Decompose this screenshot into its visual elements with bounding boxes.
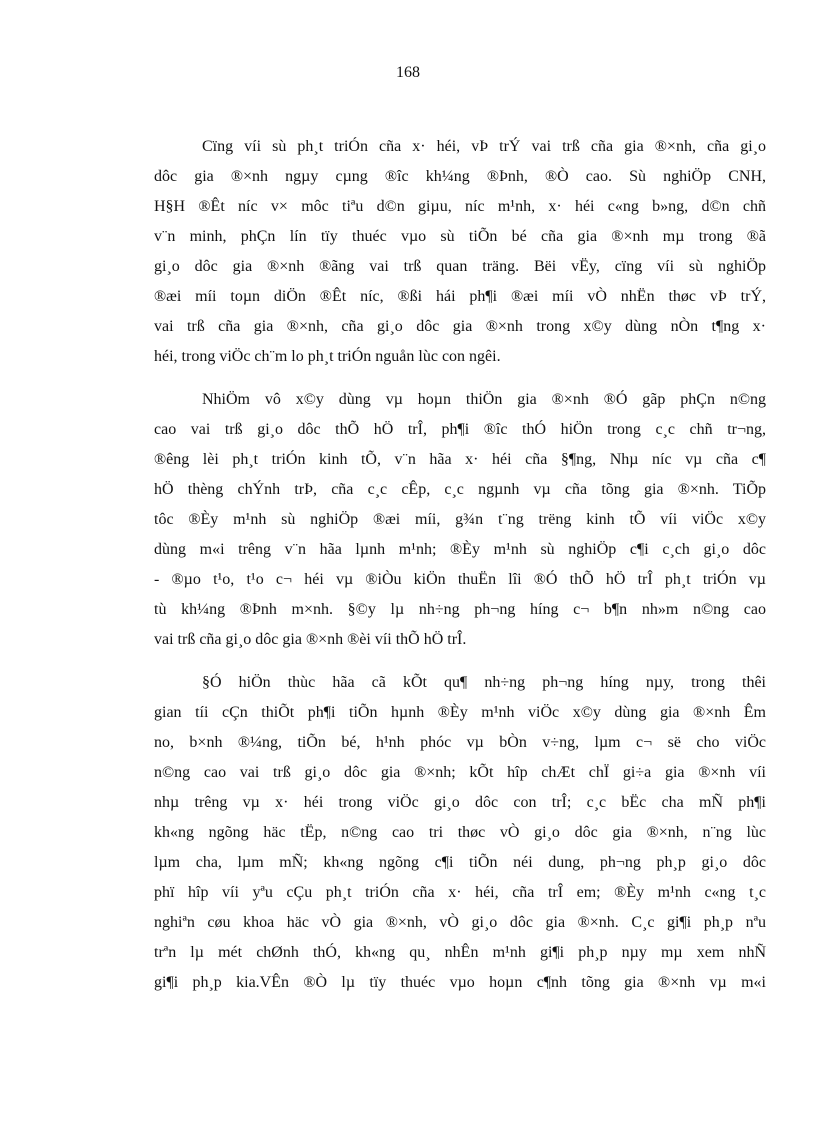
- text-line: phï hîp víi yªu cÇu ph¸t triÓn cña x· héi, cña trÎ em; ®Èy m¹nh c«ng t¸c: [154, 884, 766, 901]
- text-line: vai trß cña gia ®×nh, cña gi¸o dôc gia ®×nh trong x©y dùng nÒn t¶ng x·: [154, 318, 766, 335]
- text-line: gi¶i ph¸p kia.VÊn ®Ò lµ tïy thuéc vµo hoµn c¶nh tõng gia ®×nh vµ m«i: [154, 974, 766, 991]
- text-line: dùng m«i trêng v¨n hãa lµnh m¹nh; ®Èy m¹nh sù nghiÖp c¶i c¸ch gi¸o dôc: [154, 541, 766, 558]
- text-line: vai trß cña gi¸o dôc gia ®×nh ®èi víi thÕ hÖ trÎ.: [154, 631, 467, 648]
- text-line: v¨n minh, phÇn lín tïy thuéc vµo sù tiÕn bé cña gia ®×nh mµ trong ®ã: [154, 228, 766, 245]
- text-line: héi, trong viÖc ch¨m lo ph¸t triÓn nguån lùc con ngêi.: [154, 348, 501, 365]
- text-line: dôc gia ®×nh ngµy cµng ®îc kh¼ng ®Þnh, ®Ò cao. Sù nghiÖp CNH,: [154, 168, 766, 185]
- text-line: - ®µo t¹o, t¹o c¬ héi vµ ®iÒu kiÖn thuËn lîi ®Ó thÕ hÖ trÎ ph¸t triÓn vµ: [154, 571, 766, 588]
- text-line: n©ng cao vai trß gi¸o dôc gia ®×nh; kÕt hîp chÆt chÏ gi÷a gia ®×nh víi: [154, 764, 766, 781]
- text-line: H§H ®Êt níc v× môc tiªu d©n giµu, níc m¹nh, x· héi c«ng b»ng, d©n chñ: [154, 198, 766, 215]
- text-line: trªn lµ mét chØnh thÓ, kh«ng qu¸ nhÊn m¹nh gi¶i ph¸p nµy mµ xem nhÑ: [154, 944, 766, 961]
- text-line: hÖ thèng chÝnh trÞ, cña c¸c cÊp, c¸c ngµnh vµ cña tõng gia ®×nh. TiÕp: [154, 481, 766, 498]
- text-line: kh«ng ngõng häc tËp, n©ng cao tri thøc vÒ gi¸o dôc gia ®×nh, n¨ng lùc: [154, 824, 766, 841]
- text-line: no, b×nh ®¼ng, tiÕn bé, h¹nh phóc vµ bÒn v÷ng, lµm c¬ së cho viÖc: [154, 734, 766, 751]
- text-line: ®æi míi toµn diÖn ®Êt níc, ®ßi hái ph¶i ®æi míi vÒ nhËn thøc vÞ trÝ,: [154, 288, 766, 305]
- page-number: 168: [396, 64, 420, 81]
- text-line: Cïng víi sù ph¸t triÓn cña x· héi, vÞ trÝ vai trß cña gia ®×nh, cña gi¸o: [202, 138, 766, 155]
- text-line: ®êng lèi ph¸t triÓn kinh tÕ, v¨n hãa x· héi cña §¶ng, Nhµ níc vµ cña c¶: [154, 451, 766, 468]
- body-text: [154, 132, 766, 1011]
- text-line: tôc ®Èy m¹nh sù nghiÖp ®æi míi, g¾n t¨ng trëng kinh tÕ víi viÖc x©y: [154, 511, 766, 528]
- paragraph-1: [154, 132, 766, 372]
- text-line: tù kh¼ng ®Þnh m×nh. §©y lµ nh÷ng ph¬ng híng c¬ b¶n nh»m n©ng cao: [154, 601, 766, 618]
- text-line: gi¸o dôc gia ®×nh ®ãng vai trß quan träng. Bëi vËy, cïng víi sù nghiÖp: [154, 258, 766, 275]
- text-line: nhµ trêng vµ x· héi trong viÖc gi¸o dôc con trÎ; c¸c bËc cha mÑ ph¶i: [154, 794, 766, 811]
- paragraph-3: [154, 668, 766, 998]
- text-line: §Ó hiÖn thùc hãa cã kÕt qu¶ nh÷ng ph¬ng híng nµy, trong thêi: [202, 674, 766, 691]
- text-line: gian tíi cÇn thiÕt ph¶i tiÕn hµnh ®Èy m¹nh viÖc x©y dùng gia ®×nh Êm: [154, 704, 766, 721]
- paragraph-2: [154, 385, 766, 655]
- text-line: cao vai trß gi¸o dôc thÕ hÖ trÎ, ph¶i ®îc thÓ hiÖn trong c¸c chñ tr¬ng,: [154, 421, 766, 438]
- text-line: nghiªn cøu khoa häc vÒ gia ®×nh, vÒ gi¸o dôc gia ®×nh. C¸c gi¶i ph¸p nªu: [154, 914, 766, 931]
- text-line: NhiÖm vô x©y dùng vµ hoµn thiÖn gia ®×nh ®Ó gãp phÇn n©ng: [202, 391, 766, 408]
- text-line: lµm cha, lµm mÑ; kh«ng ngõng c¶i tiÕn néi dung, ph¬ng ph¸p gi¸o dôc: [154, 854, 766, 871]
